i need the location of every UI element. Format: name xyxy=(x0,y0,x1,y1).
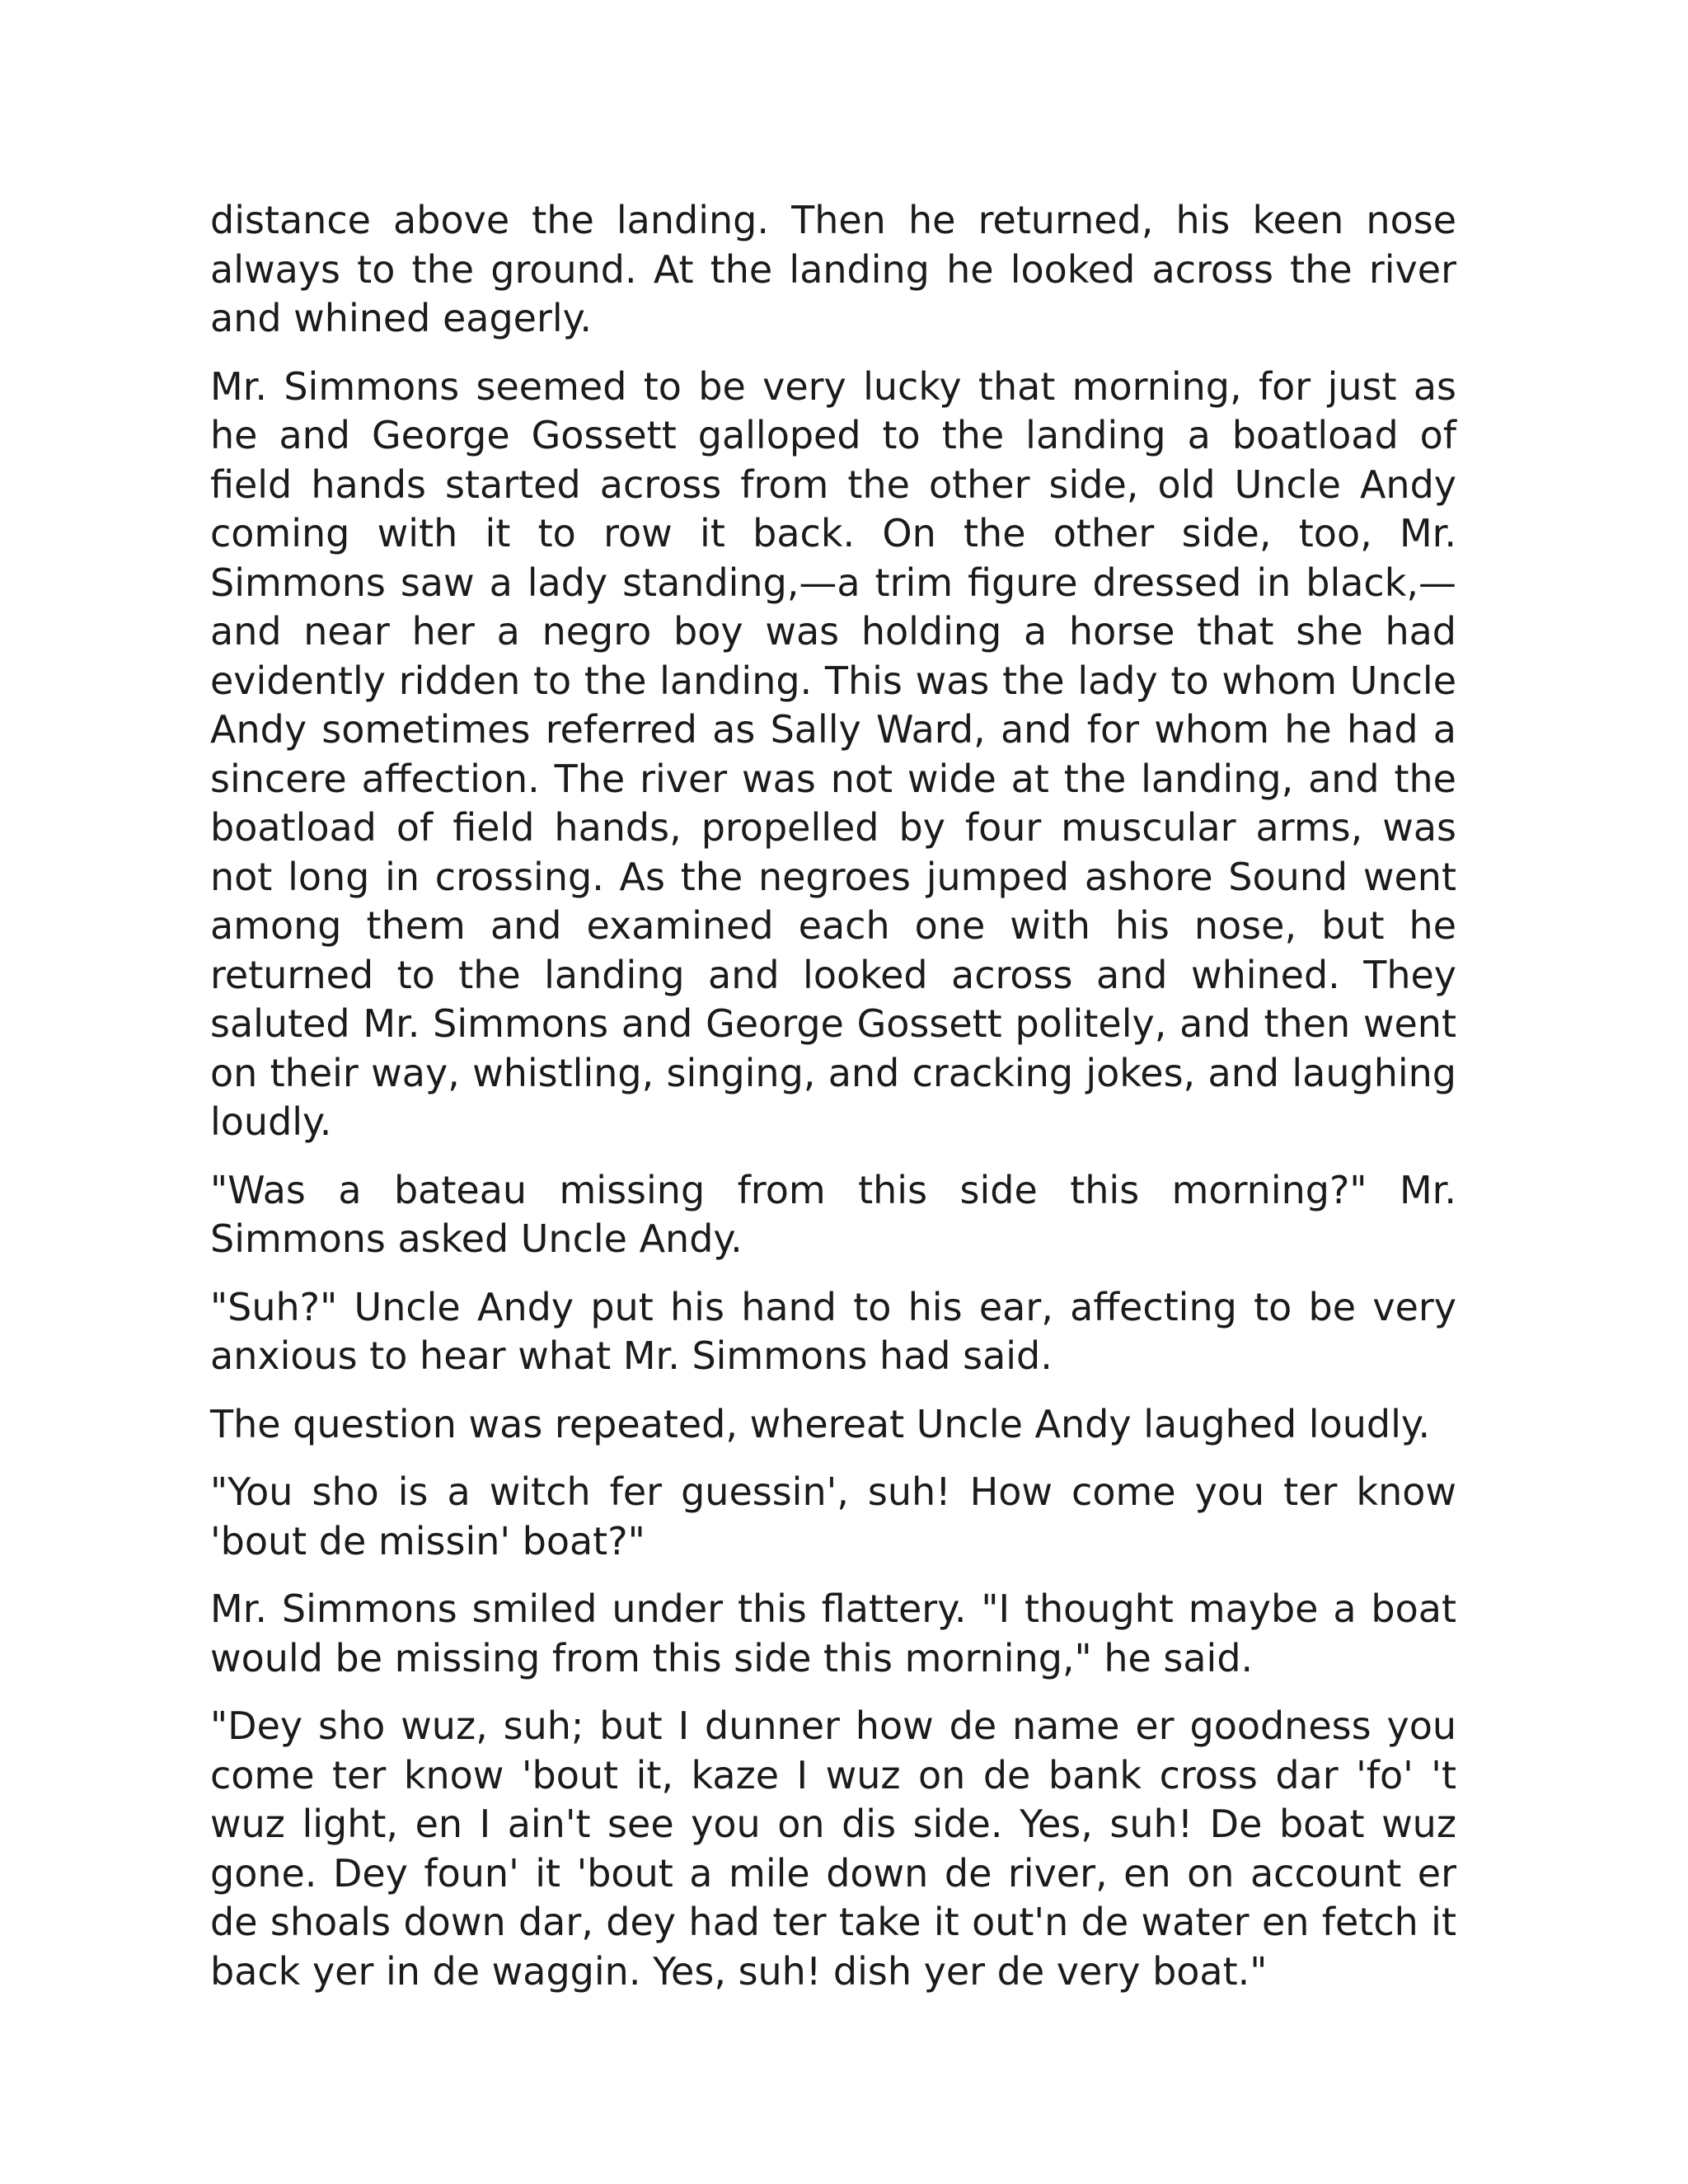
paragraph-1: distance above the landing. Then he returned, his keen nose always to the ground. At the landing he looked across the river and whined eagerly. xyxy=(210,198,1456,340)
paragraph-5: The question was repeated, whereat Uncle Andy laughed loudly. xyxy=(210,1401,1431,1446)
paragraph-7: Mr. Simmons smiled under this flattery. "I thought maybe a boat would be missing from this side this morning," he said. xyxy=(210,1586,1456,1680)
paragraph-3: "Was a bateau missing from this side this morning?" Mr. Simmons asked Uncle Andy. xyxy=(210,1167,1456,1261)
paragraph-8: "Dey sho wuz, suh; but I dunner how de name er goodness you come ter know 'bout it, kaze I wuz on de bank cross dar 'fo' 't wuz light, en I ain't see you on dis side. Yes, suh! De boat wuz gone. Dey foun' it 'bout a mile down de river, en on account er de shoals down dar, dey had ter take it out'n de water en fetch it back yer in de waggin. Yes, suh! dish yer de very boat." xyxy=(210,1704,1456,1994)
page-body xyxy=(210,196,1456,2015)
paragraph-6: "You sho is a witch fer guessin', suh! How come you ter know 'bout de missin' boat?" xyxy=(210,1469,1456,1563)
paragraph-2: Mr. Simmons seemed to be very lucky that morning, for just as he and George Gossett galloped to the landing a boatload of field hands started across from the other side, old Uncle Andy coming with it to row it back. On the other side, too, Mr. Simmons saw a lady standing,—a trim figure dressed in black,—and near her a negro boy was holding a horse that she had evidently ridden to the landing. This was the lady to whom Uncle Andy sometimes referred as Sally Ward, and for whom he had a sincere affection. The river was not wide at the landing, and the boatload of field hands, propelled by four muscular arms, was not long in crossing. As the negroes jumped ashore Sound went among them and examined each one with his nose, but he returned to the landing and looked across and whined. They saluted Mr. Simmons and George Gossett politely, and then went on their way, whistling, singing, and cracking jokes, and laughing loudly. xyxy=(210,363,1456,1144)
paragraph-4: "Suh?" Uncle Andy put his hand to his ear, affecting to be very anxious to hear what Mr. Simmons had said. xyxy=(210,1284,1456,1378)
